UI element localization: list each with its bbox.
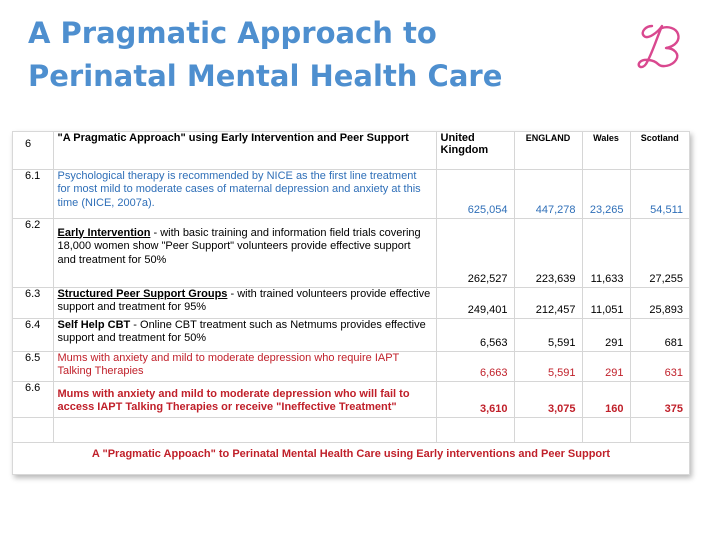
table-spacer-row [13,417,689,442]
row-uk-value: 6,663 [436,351,514,381]
header-scotland: Scotland [630,132,689,169]
row-uk-value: 262,527 [436,218,514,287]
row-england-value: 3,075 [514,381,582,417]
slide-title [28,12,502,98]
row-description [53,318,436,351]
table-row [13,351,689,381]
table-row [13,169,689,218]
brand-logo-icon [632,14,692,74]
section-number: 6 [13,132,53,169]
header-uk: United Kingdom [436,132,514,169]
row-description [53,287,436,318]
row-text: - with trained volunteers provide effective support and treatment for 95% [57,287,431,313]
row-scotland-value: 25,893 [630,287,689,318]
row-uk-value: 625,054 [436,169,514,218]
row-text-prefix: Early Intervention [57,226,151,239]
row-description [53,218,436,287]
row-scotland-value: 631 [630,351,689,381]
row-england-value: 5,591 [514,318,582,351]
row-description [53,381,436,417]
row-wales-value: 160 [582,381,630,417]
section-title: "A Pragmatic Approach" using Early Intervention and Peer Support [53,132,436,169]
row-uk-value: 6,563 [436,318,514,351]
statistics-table [13,132,689,443]
row-text: Psychological therapy is recommended by NICE as the first line treatment for most mild to moderate cases of maternal depression and anxiety at this time (NICE, 2007a). [57,169,421,209]
row-text: - with basic training and information field trials covering 18,000 women show "Peer Support" volunteers provide effective support and treatment for 50% [57,226,421,266]
slide-title-line-2: Perinatal Mental Health Care [28,59,503,93]
row-number: 6.6 [13,381,53,417]
table-row [13,218,689,287]
row-text: Mums with anxiety and mild to moderate depression who will fail to access IAPT Talking Therapies or receive "Ineffective Treatment" [57,387,410,413]
row-scotland-value: 375 [630,381,689,417]
row-number: 6.4 [13,318,53,351]
row-england-value: 447,278 [514,169,582,218]
row-description [53,169,436,218]
row-number: 6.1 [13,169,53,218]
row-text: Mums with anxiety and mild to moderate depression who require IAPT Talking Therapies [57,351,400,377]
row-number: 6.5 [13,351,53,381]
row-scotland-value: 54,511 [630,169,689,218]
row-england-value: 212,457 [514,287,582,318]
row-wales-value: 11,633 [582,218,630,287]
row-uk-value: 249,401 [436,287,514,318]
row-england-value: 5,591 [514,351,582,381]
row-scotland-value: 681 [630,318,689,351]
table-panel [12,131,690,475]
row-text-prefix: Self Help CBT [57,318,131,331]
slide-title-line-1: A Pragmatic Approach to [28,16,437,50]
header-england: ENGLAND [514,132,582,169]
row-wales-value: 291 [582,351,630,381]
header-wales: Wales [582,132,630,169]
table-header-row [13,132,689,169]
row-number: 6.3 [13,287,53,318]
row-wales-value: 291 [582,318,630,351]
row-number: 6.2 [13,218,53,287]
row-wales-value: 23,265 [582,169,630,218]
table-caption: A "Pragmatic Appoach" to Perinatal Mental Health Care using Early interventions and Peer Support [91,448,611,460]
row-text: - Online CBT treatment such as Netmums provides effective support and treatment for 50% [57,318,426,344]
row-uk-value: 3,610 [436,381,514,417]
row-description [53,351,436,381]
row-england-value: 223,639 [514,218,582,287]
table-row [13,381,689,417]
table-row [13,287,689,318]
row-text-prefix: Structured Peer Support Groups [57,287,228,300]
row-wales-value: 11,051 [582,287,630,318]
table-row [13,318,689,351]
row-scotland-value: 27,255 [630,218,689,287]
